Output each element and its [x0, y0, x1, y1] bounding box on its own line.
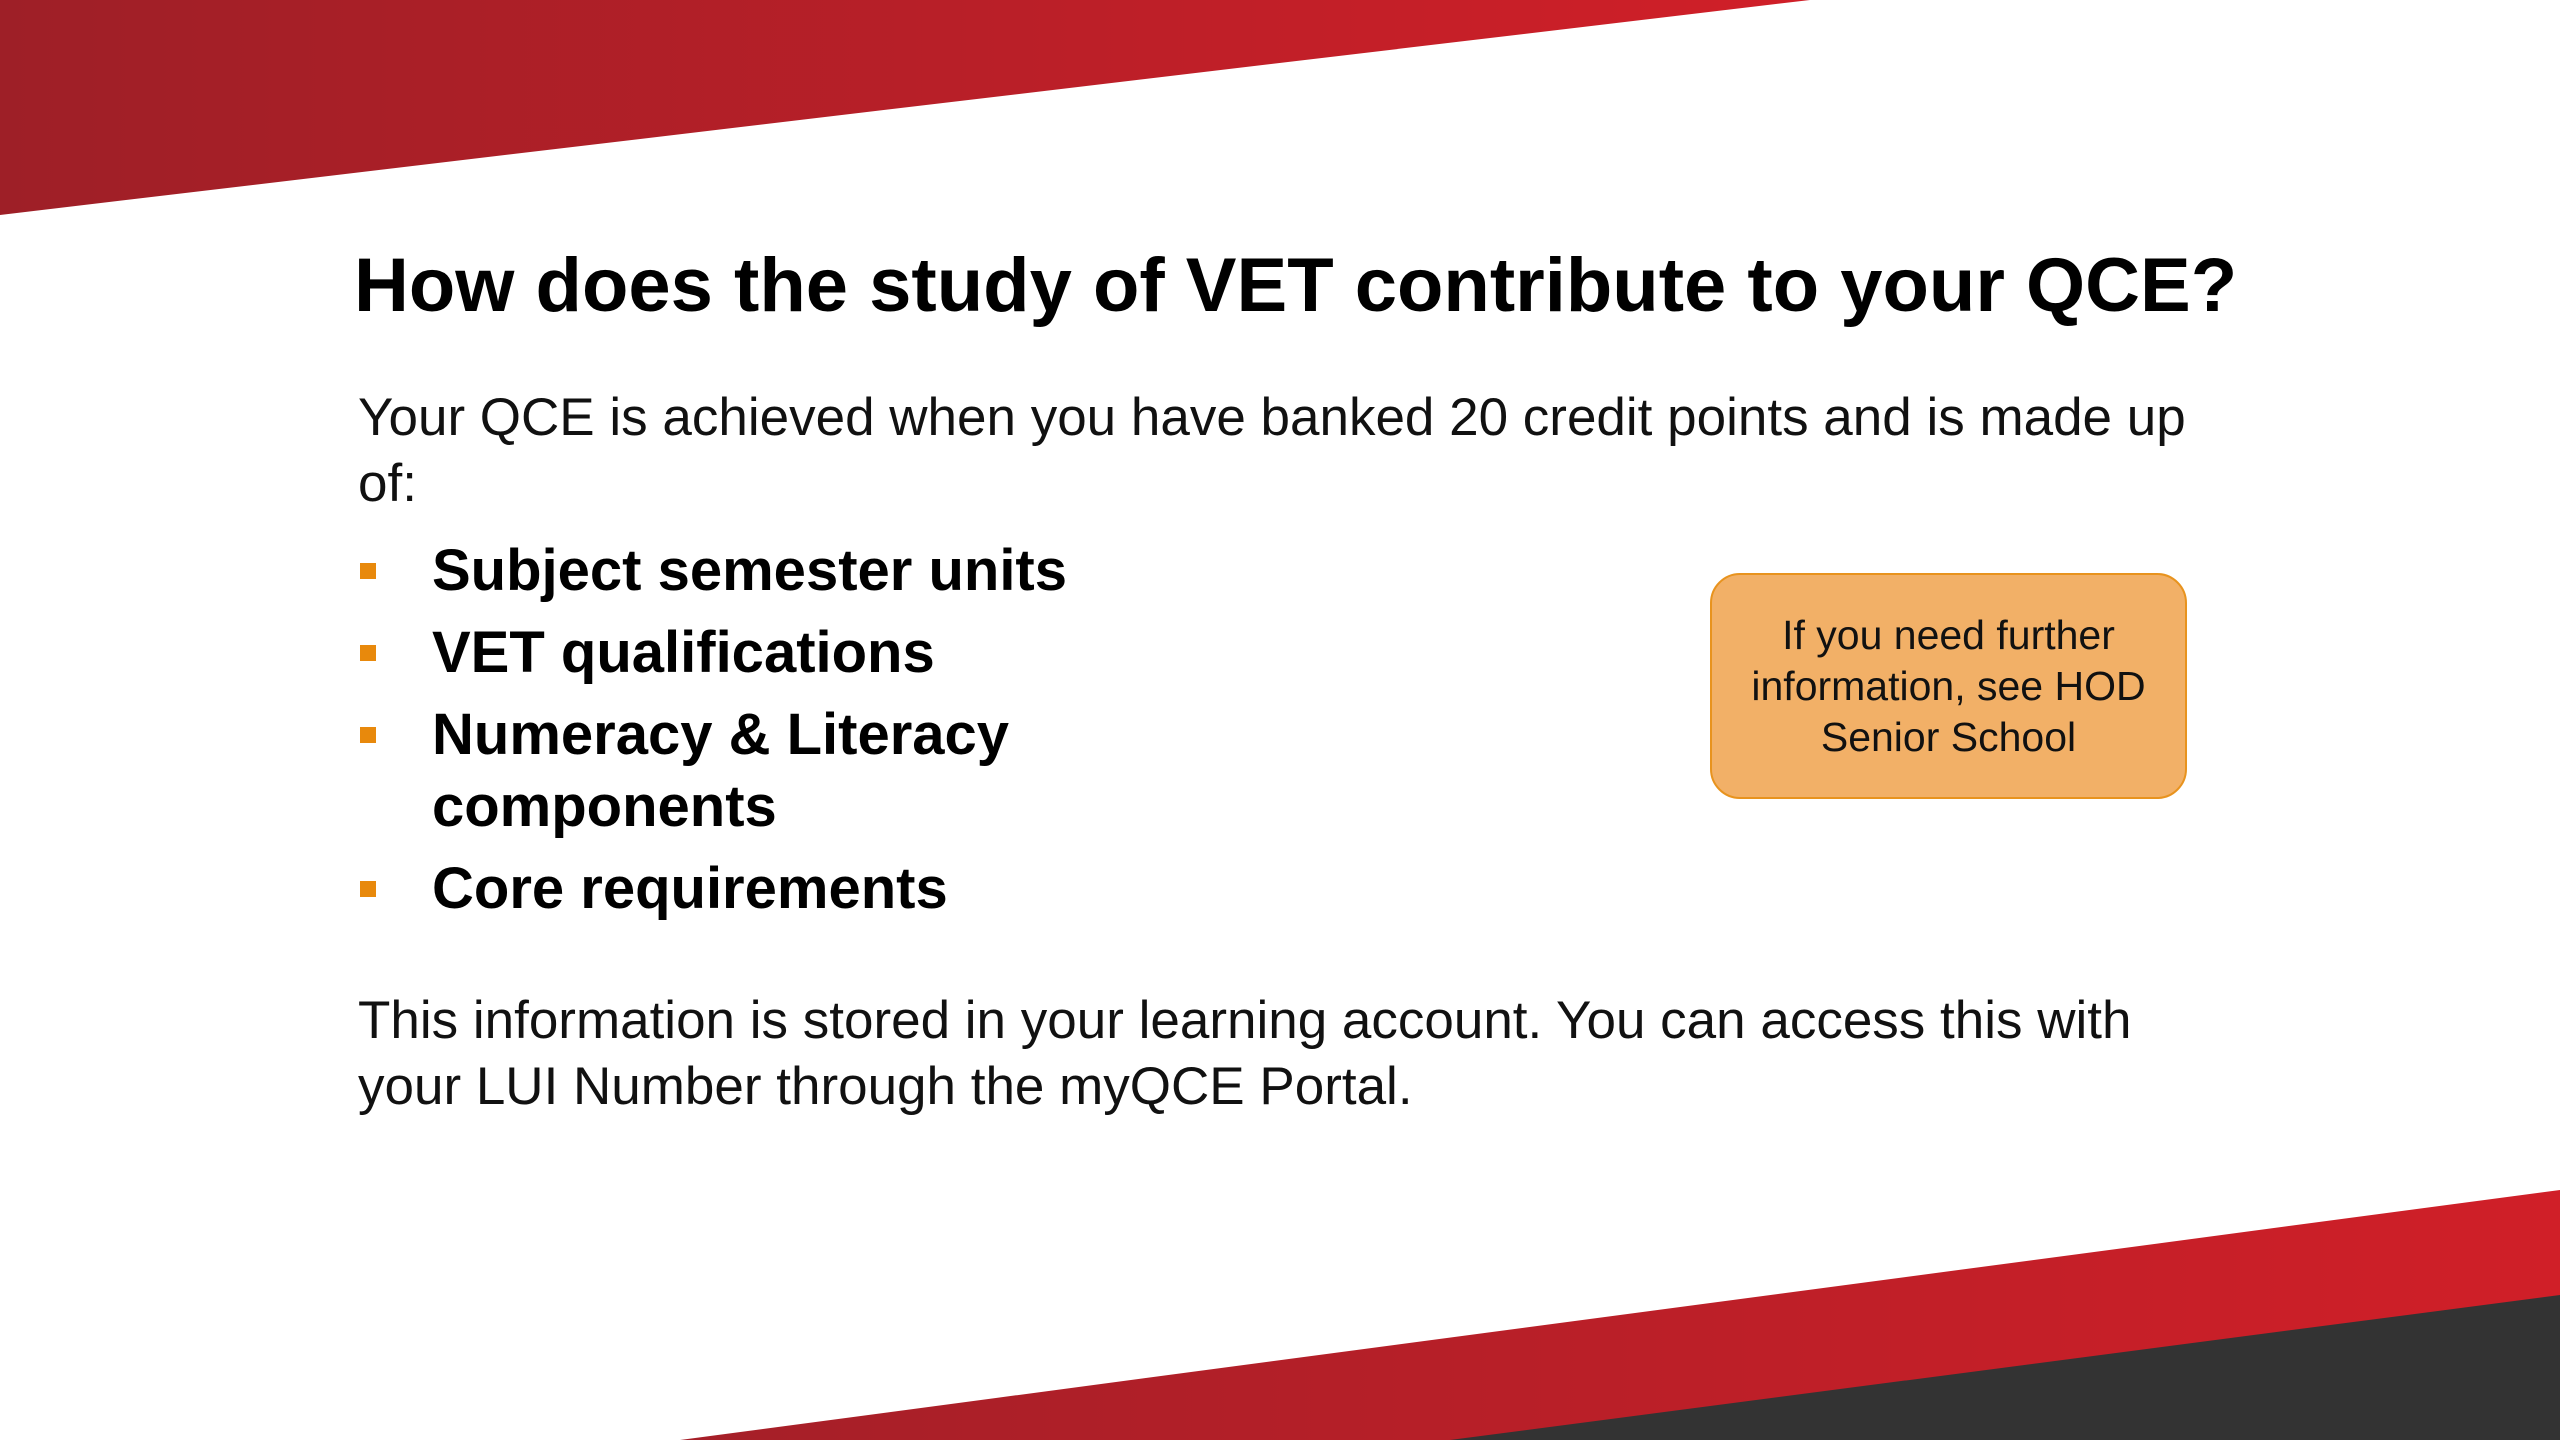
info-callout [1710, 573, 2187, 799]
bullet-item-core-requirements [358, 853, 1258, 925]
bullet-item-numeracy-literacy [358, 699, 1012, 843]
bullet-label: Core requirements [432, 856, 948, 921]
square-bullet-icon [360, 645, 376, 661]
square-bullet-icon [360, 881, 376, 897]
top-red-band [0, 0, 1810, 215]
bullet-label: VET qualifications [432, 620, 935, 685]
bullet-list [358, 535, 1258, 935]
square-bullet-icon [360, 563, 376, 579]
slide-title: How does the study of VET contribute to your QCE? [354, 243, 2238, 328]
square-bullet-icon [360, 727, 376, 743]
bullet-label: Numeracy & Literacy components [432, 702, 1010, 839]
bullet-item-subject-semester-units [358, 535, 1258, 607]
callout-text: If you need further information, see HOD Senior School [1751, 611, 2146, 760]
intro-text: Your QCE is achieved when you have banked 20 credit points and is made up of: [358, 388, 2186, 513]
closing-text: This information is stored in your learning account. You can access this with your LUI Number through the myQCE Portal. [358, 991, 2132, 1116]
bullet-item-vet-qualifications [358, 617, 1258, 689]
bullet-label: Subject semester units [432, 538, 1067, 603]
